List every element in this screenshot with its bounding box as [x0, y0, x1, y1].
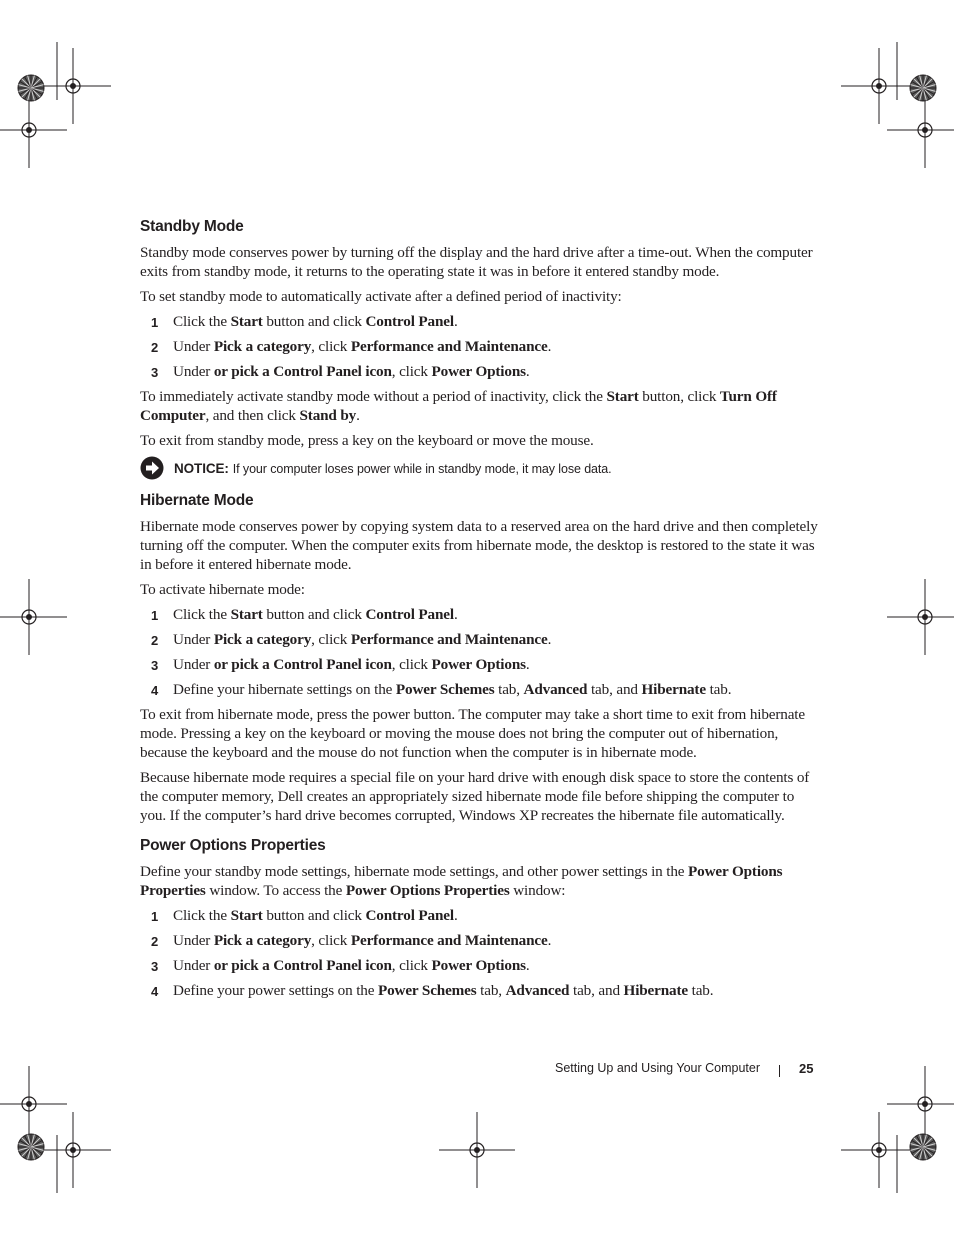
text-run: .: [453, 606, 458, 623]
registration-mark-top-left: [35, 48, 111, 124]
step-number: 3: [151, 959, 159, 974]
power-options-intro: [140, 862, 820, 900]
text-run: Click the: [173, 907, 231, 924]
text-run: Define your standby mode settings, hibernate mode settings, and other power settings in the: [140, 863, 689, 880]
text-run: , click: [311, 631, 351, 648]
text-run: .: [356, 407, 360, 424]
text-run: , click: [391, 656, 432, 673]
step-number: 2: [151, 934, 159, 949]
text-run: button and click: [262, 313, 366, 330]
hibernate-section: [140, 492, 820, 825]
ui-term: Start: [230, 313, 263, 330]
text-run: button, click: [638, 388, 720, 405]
text-run: Click the: [173, 313, 231, 330]
step-item: [140, 906, 820, 925]
step-number: 1: [151, 909, 159, 924]
star-target-top-right: [910, 75, 936, 101]
ui-term: or pick a Control Panel icon: [213, 957, 392, 974]
step-item: [140, 981, 820, 1000]
registration-mark-right-upper: [887, 92, 954, 168]
ui-term: Performance and Maintenance: [350, 932, 548, 949]
notice-message: If your computer loses power while in standby mode, it may lose data.: [232, 461, 612, 476]
standby-exit: To exit from standby mode, press a key on the keyboard or move the mouse.: [140, 432, 594, 449]
text-run: .: [525, 363, 530, 380]
ui-term: Power Options Properties: [140, 863, 783, 899]
text-run: Click the: [173, 606, 231, 623]
step-item: [140, 630, 820, 649]
star-target-top-left: [18, 75, 44, 101]
text-run: , click: [311, 932, 351, 949]
step-number: 3: [151, 658, 159, 673]
star-target-bottom-left: [18, 1134, 44, 1160]
ui-term: Power Options Properties: [345, 882, 510, 899]
step-item: [140, 680, 820, 699]
step-number: 1: [151, 315, 159, 330]
text-run: Under: [173, 363, 214, 380]
notice-callout: [140, 456, 820, 480]
ui-term: Pick a category: [213, 338, 312, 355]
section-heading-hibernate: Hibernate Mode: [140, 492, 254, 509]
text-run: button and click: [262, 907, 366, 924]
text-run: .: [547, 338, 552, 355]
power-options-section: [140, 837, 820, 1000]
standby-intro: Standby mode conserves power by turning off the display and the hard drive after a time-out. When the computer exits from standby mode, it returns to the operating state it was in before it entered standby mode.: [140, 244, 813, 280]
ui-term: or pick a Control Panel icon: [213, 363, 392, 380]
ui-term: Control Panel: [365, 313, 454, 330]
step-number: 4: [151, 984, 159, 999]
ui-term: Advanced: [505, 982, 570, 999]
text-run: tab, and: [587, 681, 642, 698]
registration-mark-left-upper: [0, 92, 67, 168]
step-number: 2: [151, 340, 159, 355]
text-run: , click: [311, 338, 351, 355]
text-run: tab,: [494, 681, 524, 698]
text-run: Under: [173, 932, 214, 949]
section-heading-standby: Standby Mode: [140, 218, 244, 235]
ui-term: Power Options: [431, 363, 526, 380]
star-target-bottom-right: [910, 1134, 936, 1160]
hibernate-intro: Hibernate mode conserves power by copying system data to a reserved area on the hard drive and then completely turning off the computer. When the computer exits from hibernate mode, the desktop is restored to the state it was in before it entered hibernate mode.: [140, 518, 818, 573]
footer-separator: [779, 1065, 780, 1077]
ui-term: Power Schemes: [395, 681, 495, 698]
ui-term: Pick a category: [213, 631, 312, 648]
ui-term: or pick a Control Panel icon: [213, 656, 392, 673]
text-run: window. To access the: [205, 882, 346, 899]
text-run: .: [453, 907, 458, 924]
text-run: .: [525, 957, 530, 974]
ui-term: Start: [606, 388, 639, 405]
hibernate-activate-intro: To activate hibernate mode:: [140, 581, 305, 598]
text-run: , click: [391, 957, 432, 974]
registration-mark-bottom-center: [439, 1112, 515, 1188]
step-number: 1: [151, 608, 159, 623]
text-run: To immediately activate standby mode without a period of inactivity, click the: [140, 388, 607, 405]
ui-term: Start: [230, 606, 263, 623]
standby-steps: [140, 312, 820, 381]
text-run: Define your hibernate settings on the: [173, 681, 396, 698]
text-run: .: [547, 631, 552, 648]
footer-chapter-title: Setting Up and Using Your Computer: [555, 1061, 760, 1075]
hibernate-exit: To exit from hibernate mode, press the power button. The computer may take a short time to exit from hibernate mode. Pressing a key on the keyboard or moving the mouse does not bring the computer out of hibernation, because the keyboard and the mouse do not function when the computer is in hibernate mode.: [140, 706, 805, 761]
ui-term: Control Panel: [365, 606, 454, 623]
ui-term: Hibernate: [641, 681, 706, 698]
text-run: , click: [391, 363, 432, 380]
ui-term: Turn Off Computer: [140, 388, 777, 424]
section-heading-power-options: Power Options Properties: [140, 837, 326, 854]
ui-term: Power Options: [431, 957, 526, 974]
step-item: [140, 655, 820, 674]
step-number: 2: [151, 633, 159, 648]
ui-term: Start: [230, 907, 263, 924]
text-run: .: [453, 313, 458, 330]
text-run: .: [547, 932, 552, 949]
hibernate-steps: [140, 605, 820, 699]
text-run: Under: [173, 957, 214, 974]
standby-section: [140, 218, 820, 480]
registration-mark-left-middle: [0, 579, 67, 655]
step-item: [140, 931, 820, 950]
ui-term: Pick a category: [213, 932, 312, 949]
text-run: tab, and: [569, 982, 624, 999]
hibernate-file-note: Because hibernate mode requires a special file on your hard drive with enough disk space to store the contents of the computer memory, Dell creates an appropriately sized hibernate mode file before shipping the computer to you. If the computer’s hard drive becomes corrupted, Windows XP recreates the hibernate file automatically.: [140, 769, 810, 824]
ui-term: Power Options: [431, 656, 526, 673]
ui-term: Stand by: [299, 407, 357, 424]
page-footer: [0, 1061, 954, 1081]
text-run: .: [525, 656, 530, 673]
ui-term: Hibernate: [623, 982, 688, 999]
standby-immediate: [140, 387, 820, 425]
text-run: tab.: [705, 681, 732, 698]
ui-term: Performance and Maintenance: [350, 338, 548, 355]
power-options-steps: [140, 906, 820, 1000]
notice-text-block: [174, 461, 612, 476]
text-run: button and click: [262, 606, 366, 623]
text-run: Under: [173, 656, 214, 673]
ui-term: Advanced: [523, 681, 588, 698]
text-run: , and then click: [205, 407, 300, 424]
text-run: Under: [173, 338, 214, 355]
step-item: [140, 337, 820, 356]
ui-term: Power Schemes: [377, 982, 477, 999]
text-run: Define your power settings on the: [173, 982, 378, 999]
ui-term: Performance and Maintenance: [350, 631, 548, 648]
notice-arrow-icon: [140, 456, 164, 480]
standby-set-intro: To set standby mode to automatically activate after a defined period of inactivity:: [140, 288, 622, 305]
step-item: [140, 312, 820, 331]
text-run: window:: [509, 882, 566, 899]
registration-mark-right-middle: [887, 579, 954, 655]
step-number: 3: [151, 365, 159, 380]
ui-term: Control Panel: [365, 907, 454, 924]
page-number: 25: [799, 1061, 814, 1076]
step-item: [140, 605, 820, 624]
step-item: [140, 956, 820, 975]
text-run: Under: [173, 631, 214, 648]
step-number: 4: [151, 683, 159, 698]
step-item: [140, 362, 820, 381]
registration-mark-bottom-left: [35, 1112, 111, 1188]
notice-label: NOTICE:: [174, 460, 229, 476]
registration-mark-bottom-right: [841, 1112, 917, 1188]
registration-mark-top-right: [841, 48, 917, 124]
page-content: [140, 218, 820, 1006]
text-run: tab.: [687, 982, 714, 999]
text-run: tab,: [476, 982, 506, 999]
